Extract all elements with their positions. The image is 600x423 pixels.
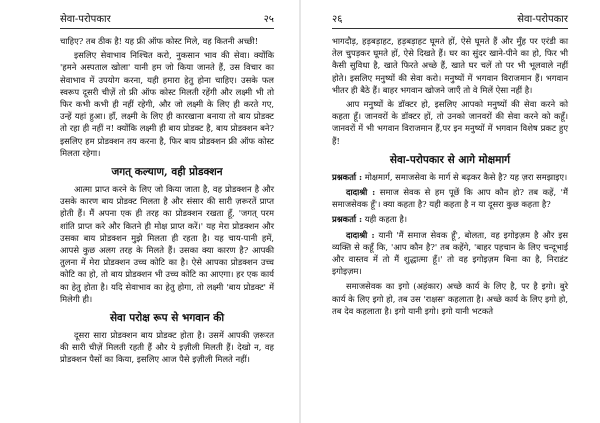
speaker-label: प्रश्नकर्ता :: [332, 171, 363, 182]
paragraph: आत्मा प्राप्त करने के लिए जो किया जाता है, वह प्रोडक्शन है और उसके कारण बाय प्रोडक्ट मिलता है और संसार की सारी ज़रूरतें प्राप्त होती हैं। मैं अपना एक ही तरह का प्रोडक्शन रखता हूँ, 'जगत् परम शांति प्राप्त करे और कितने ही मोक्ष प्राप्त करें।' यह मेरा प्रोडक्शन और उसका बाय प्रोडक्शन मुझे मिलता ही रहता है। यह चाय-पानी हमें, आपसे कुछ अलग तरह के मिलते हैं। उसका क्या कारण है? आपकी तुलना में मेरा प्रोडक्शन उच्च कोटि का है। ऐसे आपका प्रोडक्शन उच्च कोटि का हो, तो बाय प्रोडक्शन भी उच्च कोटि का आएगा। हर एक कार्य का हेतु होता है। यदि सेवाभाव का हेतु होगा, तो लक्ष्मी 'बाय प्रोडक्ट' में मिलेगी ही।: [60, 184, 274, 304]
section-heading: जगत् कल्याण, वही प्रोडक्शन: [111, 166, 223, 179]
paragraph: भागदौड़, हड़बड़ाहट, हड़बड़ाहट घूमते हों, ऐसे घूमते हैं और मुँह पर एरंडी का तेल चुपड़कर घूमते हों, ऐसे दिखते हैं। घर का सुंदर खाने-पीने का हो, फिर भी कैसी सुविधा है, खाते फिरते अच्छे हैं, खाते घर चलें तो पर भी भूलवाले नहीं होते। इसलिए मनुष्यों की सेवा करो। मनुष्यों में भगवान विराजमान हैं। भगवान भीतर ही बैठे हैं। बाहर भगवान खोजने जाएँ तो वे मिलें ऐसा नहीं है।: [332, 36, 568, 95]
qa-text: समाज सेवक से हम पूछें कि आप कौन हो? तब कहें, 'मैं समाजसेवक हूँ'। क्या कहता है? यही कहता है न या दूसरा कुछ कहता है?: [332, 187, 568, 210]
left-page-title: सेवा-परोपकार: [60, 14, 111, 25]
right-page-title: सेवा-परोपकार: [517, 14, 568, 25]
qa-block: [332, 213, 568, 225]
right-page: [300, 0, 600, 423]
paragraph: दूसरा सारा प्रोडक्शन बाय प्रोडक्ट होता है। उसमें आपकी ज़रूरत की सारी चीज़ें मिलती रहती हैं और ये इज़ीली मिलती हैं। देखो न, वह प्रोडक्शन पैसों का किया, इसलिए आज पैसे इज़ीली मिलते नहीं।: [60, 330, 274, 365]
qa-block: [332, 171, 568, 183]
left-page-number: २५: [263, 14, 274, 25]
right-page-number: २६: [332, 14, 343, 25]
section-heading: सेवा परोक्ष रूप से भगवान की: [109, 312, 225, 325]
paragraph: इसलिए सेवाभाव निश्चित करो, नुकसान भाव की सेवा। क्योंकि 'हमने अस्पताल खोला' यानी हम जो किया जानते हैं, उस विचार का सेवाभाव में उपयोग करना, यही हमारा हेतु होना चाहिए। उसके फल स्वरूप दूसरी चीज़ें तो फ्री ऑफ कोस्ट मिलती रहेंगी और लक्ष्मी भी तो फिर कभी कभी ही नहीं रहेगी, और जो लक्ष्मी के लिए ही करते गए, उन्हें यहां हुआ। हाँ, लक्ष्मी के लिए ही कारखाना बनाया तो बाय प्रोडक्ट तो रहा ही नहीं न! क्योंकि लक्ष्मी ही बाय प्रोडक्ट है, बाय प्रोडक्शन बने? इसलिए हम प्रोडक्शन तय करना है, फिर बाय प्रोडक्शन फ्री ऑफ कोस्ट मिलता रहेगा।: [60, 50, 274, 158]
qa-text: मोक्षमार्ग, समाजसेवा के मार्ग से बढ़कर कैसे है? यह ज़रा समझाइए।: [364, 171, 568, 182]
paragraph: समाजसेवक का इगो (अहंकार) अच्छे कार्य के लिए है, पर है इगो। बुरे कार्य के लिए इगो हो, तब उस 'राक्षस' कहलाता है। अच्छे कार्य के लिए इगो हो, तब देव कहलाता है। इगो यानी इगो। इगो यानी भटकते: [332, 281, 568, 316]
left-page-header: [60, 14, 274, 29]
section-heading: सेवा-परोपकार से आगे मोक्षमार्ग: [389, 153, 511, 166]
speaker-label: प्रश्नकर्ता :: [332, 214, 363, 225]
right-page-header: [332, 14, 568, 29]
qa-text: यानी 'मैं समाज सेवक हूँ', बोलता, वह इगोइज़म है और इस व्यक्ति से कहूँ कि, 'आप कौन है?' तब कहेंगे, 'बाहर पहचान के लिए चन्दूभाई और वास्तव में तो मैं शुद्धात्मा हूँ।' तो वह इगोइज़म बिना का है, निराडंट इगोइज़म।: [332, 229, 568, 277]
speaker-label: दादाश्री :: [346, 229, 375, 240]
qa-block: [332, 186, 568, 210]
qa-block: [332, 229, 568, 278]
paragraph: चाहिए? तब ठीक है! यह फ्री ऑफ कोस्ट मिले, वह कितनी अच्छी!: [60, 36, 259, 46]
paragraph: आप मनुष्यों के डॉक्टर हो, इसलिए आपको मनुष्यों की सेवा करने को कहता हूँ। जानवरों के डॉक्टर हों, तो उनको जानवरों की सेवा करने को कहूँ। जानवरों में भी भगवान विराजमान हैं,पर इन मनुष्यों में भगवान विशेष प्रकट हुए हैं!: [332, 99, 568, 146]
qa-text: यही कहता है।: [364, 214, 407, 225]
speaker-label: दादाश्री :: [346, 187, 376, 198]
